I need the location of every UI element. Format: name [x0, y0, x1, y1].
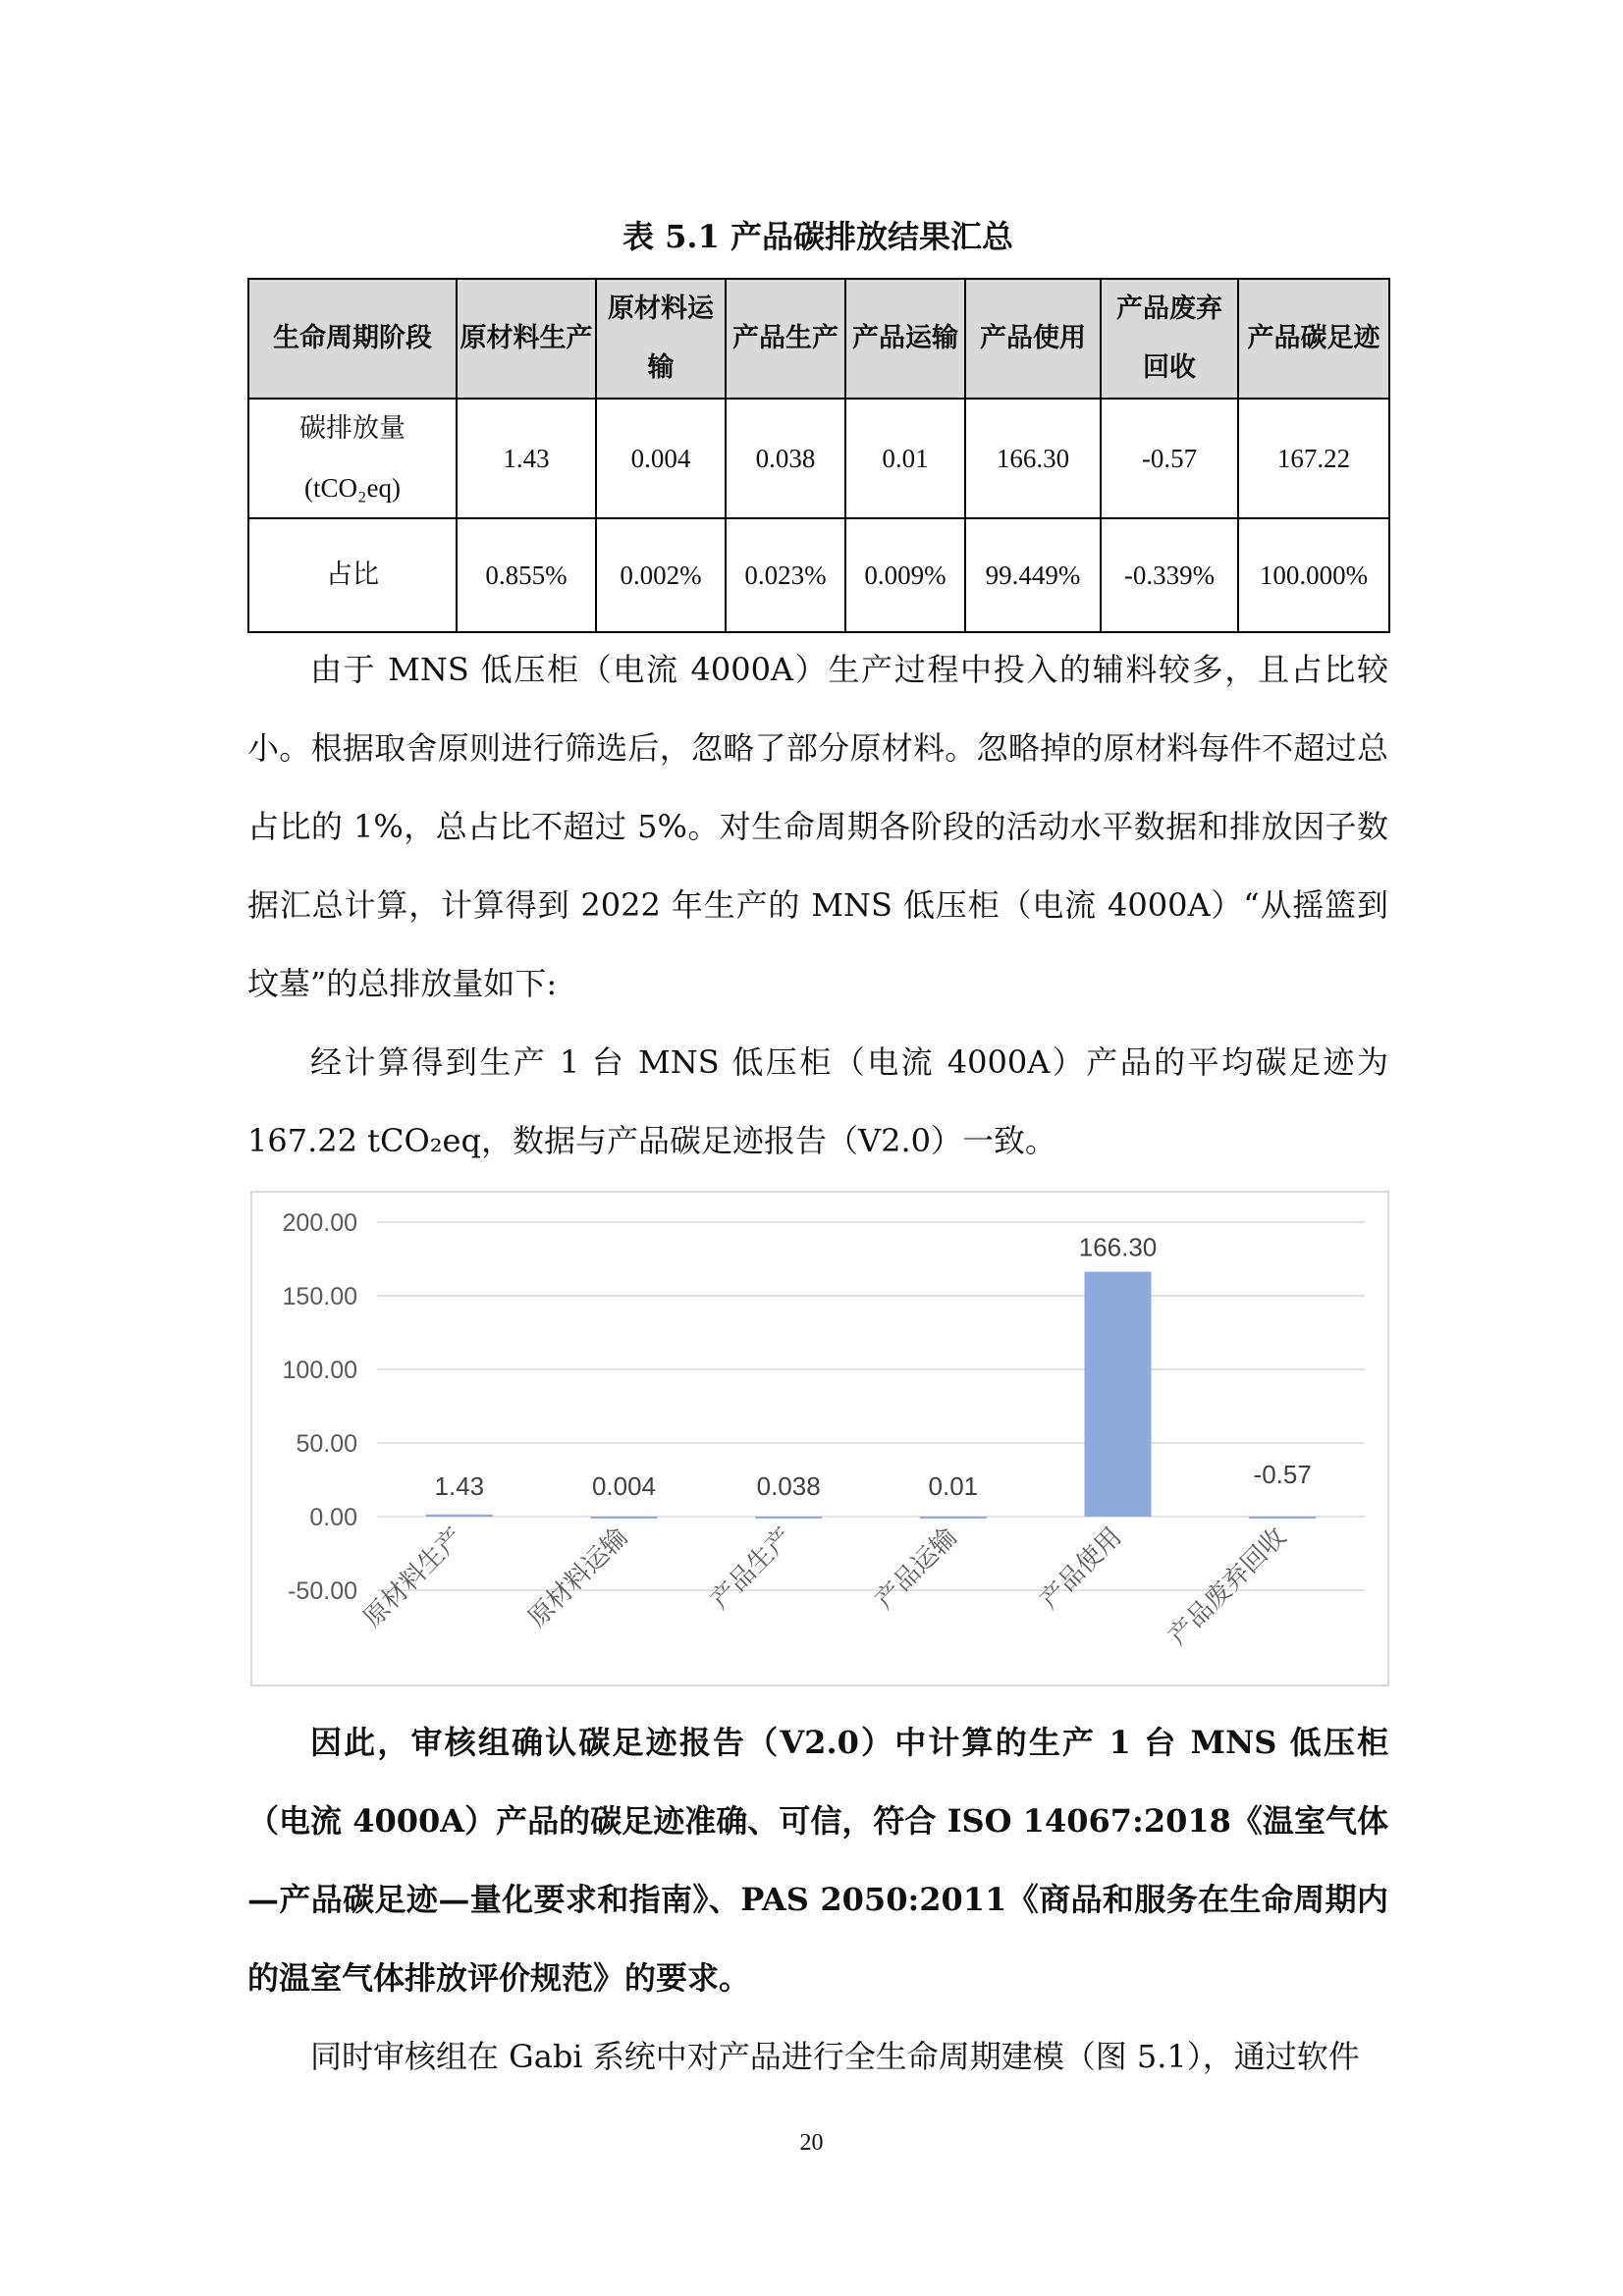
emission-cell: 166.30	[965, 399, 1101, 518]
y-tick-label: 200.00	[282, 1209, 357, 1237]
header-footprint: 产品碳足迹	[1238, 279, 1389, 399]
header-product-use: 产品使用	[965, 279, 1101, 399]
y-tick-label: 100.00	[282, 1357, 357, 1384]
share-cell: 0.023%	[726, 518, 845, 632]
x-category-label: 产品生产	[705, 1522, 799, 1616]
table-caption: 表 5.1 产品碳排放结果汇总	[622, 218, 1013, 255]
results-table	[247, 278, 1390, 633]
bar	[755, 1517, 822, 1519]
bar	[1249, 1517, 1316, 1519]
x-category-label: 产品使用	[1034, 1522, 1128, 1616]
header-stage: 生命周期阶段	[248, 279, 457, 399]
row-share-label: 占比	[248, 518, 457, 632]
share-cell: -0.339%	[1101, 518, 1238, 632]
x-category-label: 原材料运输	[522, 1522, 634, 1633]
page-number: 20	[799, 2130, 824, 2156]
bar	[1085, 1272, 1152, 1517]
share-cell: 0.855%	[457, 518, 596, 632]
y-tick-label: 150.00	[282, 1283, 357, 1310]
x-category-label: 产品运输	[870, 1522, 963, 1616]
x-category-label: 产品废弃回收	[1163, 1522, 1293, 1652]
header-raw-production: 原材料生产	[457, 279, 596, 399]
header-product-production: 产品生产	[726, 279, 845, 399]
paragraph-3: 因此，审核组确认碳足迹报告（V2.0）中计算的生产 1 台 MNS 低压柜（电流 4000A）产品的碳足迹准确、可信，符合 ISO 14067:2018《温室气体—产品碳足迹—量化要求和指南》、PAS 2050:2011《商品和服务在生命周期内的温室气体排放评价规范》的要求。	[247, 1724, 1388, 1997]
paragraph-2: 经计算得到生产 1 台 MNS 低压柜（电流 4000A）产品的平均碳足迹为 167.22 tCO₂eq，数据与产品碳足迹报告（V2.0）一致。	[247, 1043, 1388, 1159]
bar-chart	[252, 1193, 1387, 1684]
x-category-label: 原材料生产	[357, 1522, 469, 1633]
row-emission-label-b: (tCO₂eq)	[304, 473, 401, 503]
emission-cell: -0.57	[1101, 399, 1238, 518]
y-tick-label: 50.00	[296, 1430, 357, 1458]
emission-cell: 1.43	[457, 399, 596, 518]
share-cell: 0.002%	[596, 518, 726, 632]
y-tick-label: -50.00	[288, 1577, 357, 1605]
chart-container	[250, 1191, 1389, 1686]
header-product-transport: 产品运输	[845, 279, 965, 399]
y-tick-label: 0.00	[309, 1504, 357, 1531]
share-cell: 0.009%	[845, 518, 965, 632]
data-label: 1.43	[434, 1471, 485, 1501]
data-label: -0.57	[1253, 1460, 1312, 1489]
header-product-disposal: 产品废弃回收	[1101, 279, 1238, 399]
data-label: 0.038	[756, 1471, 821, 1501]
paragraph-1: 由于 MNS 低压柜（电流 4000A）生产过程中投入的辅料较多，且占比较小。根据取舍原则进行筛选后，忽略了部分原材料。忽略掉的原材料每件不超过总占比的 1%，总占比不超过 5%。对生命周期各阶段的活动水平数据和排放因子数据汇总计算，计算得到 2022 年生产的 MNS 低压柜（电流 4000A）“从摇篮到坟墓”的总排放量如下:	[247, 651, 1388, 1002]
share-cell: 100.000%	[1238, 518, 1389, 632]
data-label: 0.01	[928, 1471, 979, 1501]
bar	[426, 1515, 493, 1517]
emission-cell: 0.004	[596, 399, 726, 518]
emission-cell: 0.038	[726, 399, 845, 518]
share-cell: 99.449%	[965, 518, 1101, 632]
bar	[920, 1517, 987, 1519]
data-label: 0.004	[591, 1471, 657, 1501]
bar	[591, 1517, 658, 1519]
row-emission-label-a: 碳排放量	[299, 413, 406, 444]
paragraph-4: 同时审核组在 Gabi 系统中对产品进行全生命周期建模（图 5.1），通过软件	[310, 2038, 1360, 2075]
emission-cell: 167.22	[1238, 399, 1389, 518]
data-label: 166.30	[1078, 1232, 1158, 1262]
header-raw-transport: 原材料运输	[596, 279, 726, 399]
row-emission-label	[248, 399, 457, 518]
emission-cell: 0.01	[845, 399, 965, 518]
